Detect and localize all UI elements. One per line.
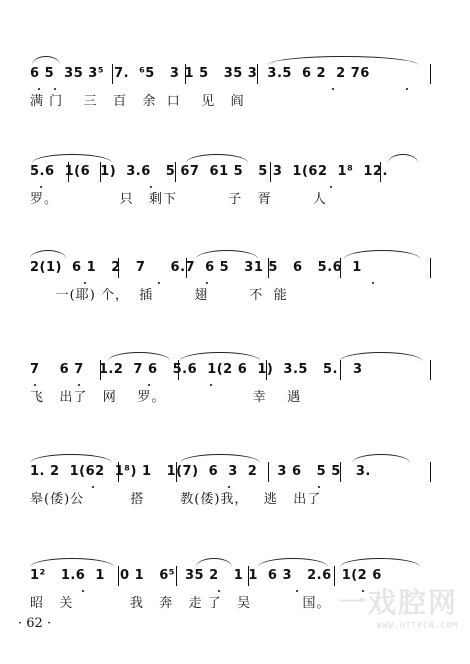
jianpu-notes: 1² 1.6 1 0 1 6⁵ 35 2 1 1 6 3 2.6 1(2 6 [30,568,382,583]
octave-dot [296,590,298,592]
octave-dot [150,186,152,188]
octave-dot [228,486,230,488]
watermark [338,581,458,630]
lyrics-line: 皋(倭)公 搭 教(倭)我， 逃 出了 [30,492,322,507]
octave-dot [54,88,56,90]
score-system-3 [0,256,470,356]
octave-dot [218,590,220,592]
octave-dot [92,486,94,488]
octave-dot [82,590,84,592]
octave-dot [406,88,408,90]
octave-dot [330,186,332,188]
jianpu-notes: 7 6 7 1.2 7 6 5.6 1(2 6 1) 3.5 5. 3 [30,362,363,377]
score-system-4 [0,358,470,458]
lyrics-line: 飞 出了 网 罗。 幸 遇 [30,390,302,405]
score-system-5 [0,460,470,560]
octave-dot [318,486,320,488]
octave-dot [84,282,86,284]
octave-dot [38,88,40,90]
octave-dot [40,186,42,188]
score-system-2 [0,160,470,260]
octave-dot [78,384,80,386]
watermark-url: WWW.HTTPCN.COM [376,621,458,630]
octave-dot [332,88,334,90]
octave-dot [210,384,212,386]
jianpu-notes: 1. 2 1(62 1⁸) 1 1(7) 6 3 2 3 6 5 5 3. [30,464,371,479]
octave-dot [372,282,374,284]
lyrics-line: 昭 关 我 奔 走 了 吴 国。 [30,596,331,611]
lyrics-line: 罗。 只 剩下 子 胥 人 [30,192,327,207]
jianpu-notes: 6 5 35 3⁵ 7. ⁶5 3 1 5 35 3 3.5 6 2 2 76 [30,66,370,81]
octave-dot [34,384,36,386]
page-number: · 62 · [18,616,52,631]
lyrics-line: 一(耶) 个， 插 翅 不 能 [30,288,288,303]
octave-dot [206,282,208,284]
lyrics-line: 满 门 三 百 余 口 见 阎 [30,94,245,109]
jianpu-notes: 5.6 1(6 1) 3.6 5 67 61 5 5 3 1(62 1⁸ 12. [30,164,388,179]
watermark-logo-text: 一戏腔网 [337,586,458,619]
score-system-1 [0,62,470,162]
octave-dot [158,282,160,284]
jianpu-notes: 2(1) 6 1 2 7 6.7 6 5 31 5 6 5.6 1 [30,260,362,275]
octave-dot [148,384,150,386]
